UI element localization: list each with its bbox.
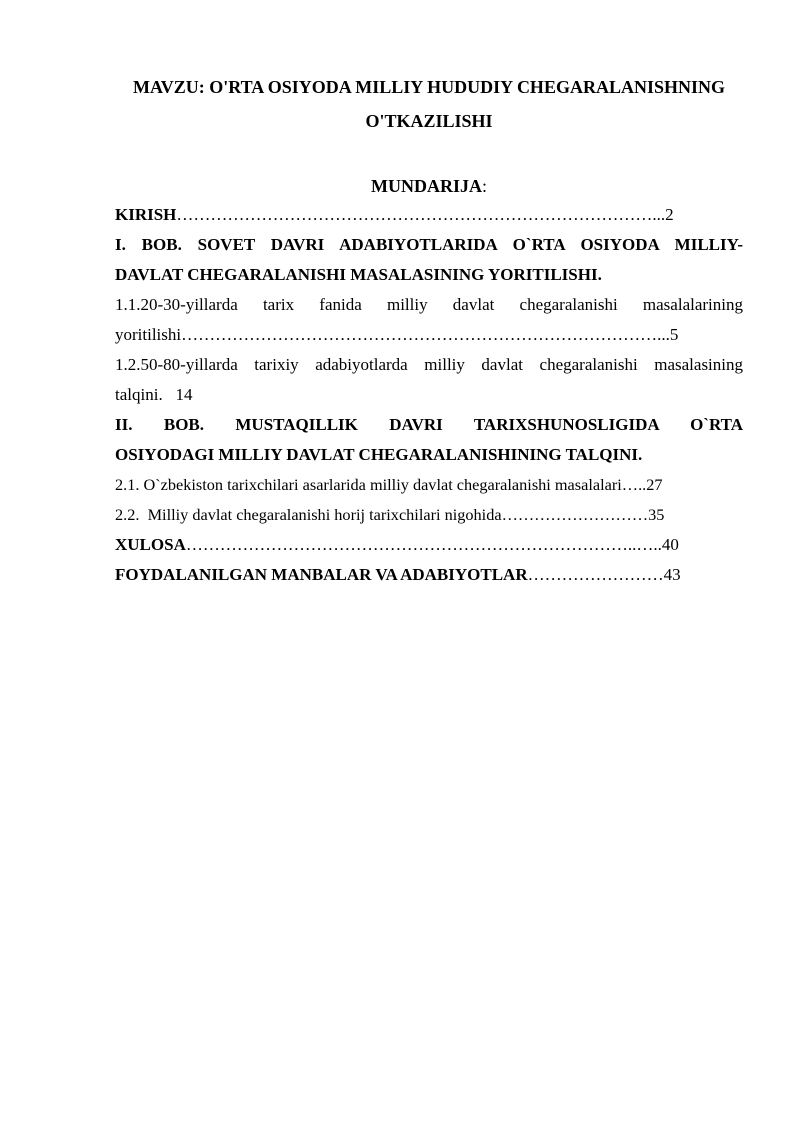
document-title-line-2: O'TKAZILISHI: [365, 111, 493, 131]
toc-entry-xulosa-leader: ……………………………………………………………………..…..40: [185, 535, 679, 554]
toc-entry-xulosa-label: XULOSA: [115, 535, 186, 554]
toc-heading-text: MUNDARIJA: [370, 176, 482, 196]
toc-entry-kirish[interactable]: [115, 200, 743, 230]
toc-entry-kirish-leader: …………………………………………………………………………...2: [176, 205, 674, 224]
toc-entry-1-1-line-2[interactable]: yoritilishi…………………………………………………………………………...5: [115, 325, 679, 344]
toc-entry-bob2-line-1[interactable]: II. BOB. MUSTAQILLIK DAVRI TARIXSHUNOSLIGIDA O`RTA: [115, 415, 743, 434]
toc-heading-colon: :: [481, 176, 487, 196]
toc-entry-bob2-line-2[interactable]: OSIYODAGI MILLIY DAVLAT CHEGARALANISHINING TALQINI.: [115, 445, 643, 464]
document-page: [115, 70, 743, 590]
toc-entry-xulosa[interactable]: [115, 530, 743, 560]
toc-entry-2-2[interactable]: 2.2. Milliy davlat chegaralanishi horij tarixchilari nigohida………………………35: [115, 505, 665, 524]
toc-entry-bob1-line-2[interactable]: DAVLAT CHEGARALANISHI MASALASINING YORITILISHI.: [115, 265, 602, 284]
toc-entry-1-1-line-1[interactable]: 1.1.20-30-yillarda tarix fanida milliy davlat chegaralanishi masalalarining: [115, 295, 743, 314]
toc-entry-1-2-line-2[interactable]: talqini. 14: [115, 385, 193, 404]
toc-entry-foydalanilgan-leader: ……………………43: [527, 565, 681, 584]
document-title-line-1: MAVZU: O'RTA OSIYODA MILLIY HUDUDIY CHEGARALANISHNING: [133, 77, 725, 97]
toc-entry-foydalanilgan[interactable]: [115, 560, 743, 590]
toc-heading: [115, 172, 743, 200]
toc-entry-foydalanilgan-label: FOYDALANILGAN MANBALAR VA ADABIYOTLAR: [115, 565, 528, 584]
toc-entry-kirish-label: KIRISH: [115, 205, 177, 224]
toc-entry-2-1[interactable]: 2.1. O`zbekiston tarixchilari asarlarida milliy davlat chegaralanishi masalalari…..27: [115, 475, 663, 494]
toc-entry-bob1-line-1[interactable]: I. BOB. SOVET DAVRI ADABIYOTLARIDA O`RTA OSIYODA MILLIY-: [115, 235, 743, 254]
toc-entry-1-2-line-1[interactable]: 1.2.50-80-yillarda tarixiy adabiyotlarda milliy davlat chegaralanishi masalasining: [115, 355, 743, 374]
